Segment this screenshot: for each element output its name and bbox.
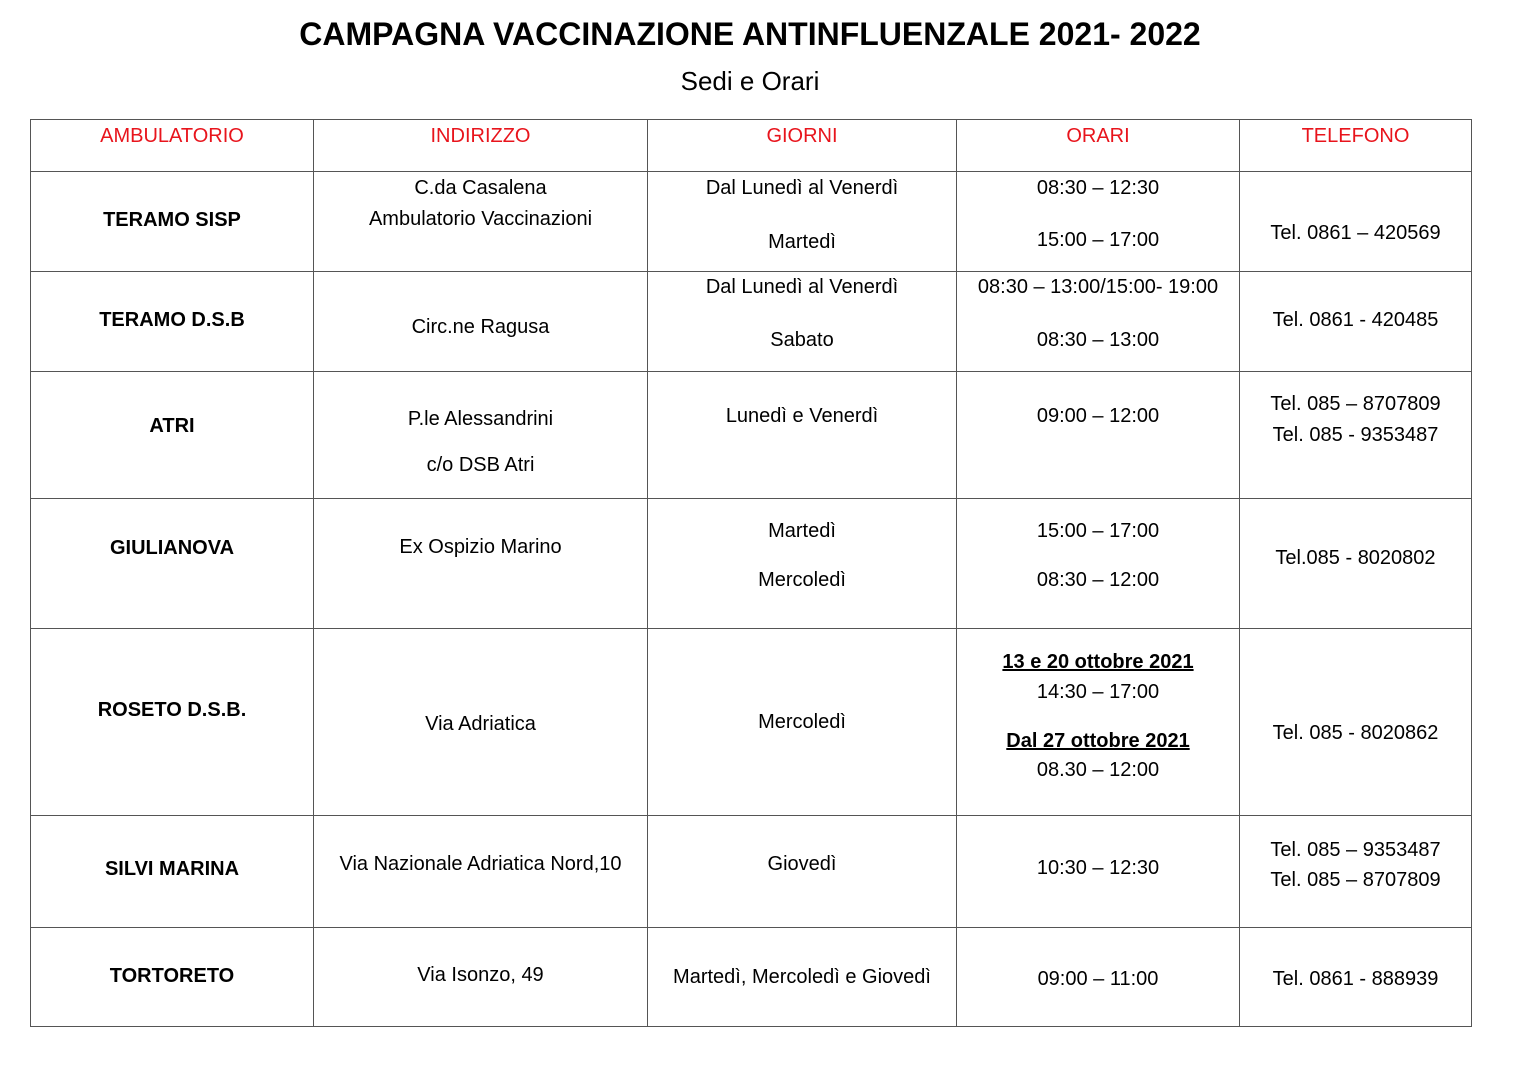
cell-giorni [648,499,957,629]
phone-line: Tel. 085 – 8707809 [1270,869,1441,891]
hours-line: 08:30 – 13:00 [1036,329,1160,351]
table-row [31,172,1472,272]
cell-orari [957,928,1240,1027]
ambulatorio-name: GIULIANOVA [109,537,235,559]
hours-line: 15:00 – 17:00 [1036,520,1160,542]
phone-line: Tel. 085 - 9353487 [1272,424,1439,446]
cell-orari [957,172,1240,272]
table-row [31,629,1472,816]
schedule-table [30,119,1472,1027]
date-range-label: Dal 27 ottobre 2021 [1006,730,1190,752]
days-line: Mercoledì [758,569,846,591]
phone-line: Tel. 0861 - 888939 [1272,968,1439,990]
ambulatorio-name: ATRI [149,415,195,437]
cell-ambulatorio [31,928,314,1027]
header-orari: ORARI [957,120,1240,172]
hours-line: 08:30 – 12:00 [1036,569,1160,591]
phone-line: Tel. 0861 - 420485 [1272,309,1439,331]
document-title: CAMPAGNA VACCINAZIONE ANTINFLUENZALE 2021- 2022 [299,16,1201,52]
hours-line: 10:30 – 12:30 [1036,857,1160,879]
table-row [31,372,1472,499]
cell-ambulatorio [31,499,314,629]
cell-giorni [648,372,957,499]
address-line: Via Adriatica [425,713,536,735]
phone-line: Tel. 085 - 8020862 [1272,722,1439,744]
days-line: Giovedì [767,853,837,875]
cell-telefono [1240,816,1472,928]
cell-orari [957,372,1240,499]
cell-indirizzo [314,499,648,629]
ambulatorio-name: TERAMO D.S.B [99,309,245,331]
cell-orari [957,629,1240,816]
days-line: Mercoledì [758,711,846,733]
cell-giorni [648,816,957,928]
hours-line: 14:30 – 17:00 [1036,681,1160,703]
cell-orari [957,816,1240,928]
hours-line: 08.30 – 12:00 [1036,759,1160,781]
cell-telefono [1240,272,1472,372]
hours-line: 08:30 – 12:30 [1036,177,1160,199]
address-line: Via Nazionale Adriatica Nord,10 [339,853,622,875]
cell-ambulatorio [31,172,314,272]
header-giorni: GIORNI [648,120,957,172]
address-line: Circ.ne Ragusa [411,316,550,338]
days-line: Martedì [768,520,836,542]
cell-ambulatorio [31,816,314,928]
cell-indirizzo [314,629,648,816]
ambulatorio-name: TERAMO SISP [103,209,241,231]
table-row [31,816,1472,928]
hours-line: 09:00 – 12:00 [1036,405,1160,427]
address-line: c/o DSB Atri [426,454,535,476]
days-line: Dal Lunedì al Venerdì [705,276,899,298]
cell-indirizzo [314,272,648,372]
hours-line: 15:00 – 17:00 [1036,229,1160,251]
cell-telefono [1240,928,1472,1027]
cell-orari [957,272,1240,372]
cell-telefono [1240,499,1472,629]
header-row [31,120,1472,172]
cell-ambulatorio [31,372,314,499]
date-range-label: 13 e 20 ottobre 2021 [1002,651,1194,673]
days-line: Martedì, Mercoledì e Giovedì [673,966,931,988]
cell-giorni [648,629,957,816]
address-line: Ex Ospizio Marino [399,536,562,558]
cell-giorni [648,172,957,272]
address-line: C.da Casalena [414,177,547,199]
header-indirizzo: INDIRIZZO [314,120,648,172]
address-line: Ambulatorio Vaccinazioni [368,208,593,230]
header-telefono: TELEFONO [1240,120,1472,172]
cell-indirizzo [314,928,648,1027]
ambulatorio-name: ROSETO D.S.B. [97,699,247,721]
cell-ambulatorio [31,272,314,372]
days-line: Martedì [768,231,836,253]
ambulatorio-name: TORTORETO [109,965,235,987]
hours-line: 08:30 – 13:00/15:00- 19:00 [977,276,1219,298]
days-line: Dal Lunedì al Venerdì [705,177,899,199]
cell-orari [957,499,1240,629]
header-ambulatorio: AMBULATORIO [31,120,314,172]
cell-giorni [648,272,957,372]
document-subtitle: Sedi e Orari [680,66,820,96]
cell-indirizzo [314,172,648,272]
cell-giorni [648,928,957,1027]
ambulatorio-name: SILVI MARINA [104,858,240,880]
cell-indirizzo [314,816,648,928]
cell-telefono [1240,372,1472,499]
cell-indirizzo [314,372,648,499]
phone-line: Tel. 085 – 8707809 [1270,393,1441,415]
address-line: P.le Alessandrini [407,408,554,430]
address-line: Via Isonzo, 49 [417,964,544,986]
cell-telefono [1240,629,1472,816]
cell-ambulatorio [31,629,314,816]
phone-line: Tel. 0861 – 420569 [1270,222,1441,244]
days-line: Sabato [770,329,834,351]
hours-line: 09:00 – 11:00 [1037,968,1159,990]
table-row [31,928,1472,1027]
phone-line: Tel. 085 – 9353487 [1270,839,1441,861]
table-row [31,272,1472,372]
days-line: Lunedì e Venerdì [725,405,879,427]
cell-telefono [1240,172,1472,272]
phone-line: Tel.085 - 8020802 [1275,547,1436,569]
table-row [31,499,1472,629]
